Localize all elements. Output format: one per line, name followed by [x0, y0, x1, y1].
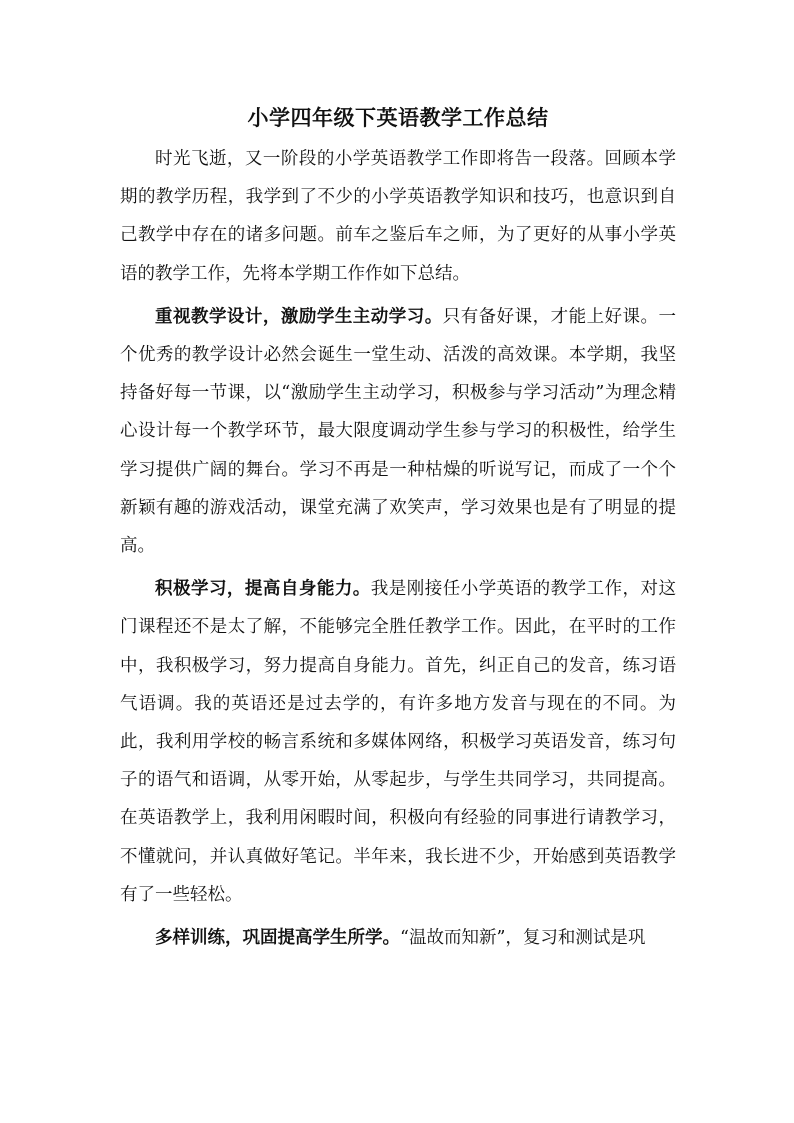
- document-title: 小学四年级下英语教学工作总结: [247, 106, 549, 130]
- document-page: [120, 96, 676, 957]
- section-body-3: “温故而知新”，复习和测试是巩: [400, 928, 646, 949]
- section-heading-1: 重视教学设计，激励学生主动学习。: [155, 306, 443, 327]
- section-body-2: 我是刚接任小学英语的教学工作，对这门课程还不是太了解，不能够完全胜任教学工作。因此，在平时的工作中，我积极学习，努力提高自身能力。首先，纠正自己的发音，练习语气语调。我的英语还是过去学的，有许多地方发音与现在的不同。为此，我利用学校的畅言系统和多媒体网络，积极学习英语发音，练习句子的语气和语调，从零开始，从零起步，与学生共同学习，共同提高。在英语教学上，我利用闲暇时间，积极向有经验的同事进行请教学习，不懂就问，并认真做好笔记。半年来，我长进不少，开始感到英语教学有了一些轻松。: [120, 579, 677, 905]
- intro-paragraph: 时光飞逝，又一阶段的小学英语教学工作即将告一段落。回顾本学期的教学历程，我学到了不少的小学英语教学知识和技巧，也意识到自己教学中存在的诸多问题。前车之鉴后车之师，为了更好的从事小学英语的教学工作，先将本学期工作作如下总结。: [120, 149, 676, 284]
- section-heading-3: 多样训练，巩固提高学生所学。: [155, 928, 400, 949]
- section-paragraph-1: [120, 298, 676, 565]
- section-heading-2: 积极学习，提高自身能力。: [155, 579, 371, 600]
- section-body-1: 只有备好课，才能上好课。一个优秀的教学设计必然会诞生一堂生动、活泼的高效课。本学期，我坚持备好每一节课，以“激励学生主动学习，积极参与学习活动”为理念精心设计每一个教学环节，最大限度调动学生参与学习的积极性，给学生学习提供广阔的舞台。学习不再是一种枯燥的听说写记，而成了一个个新颖有趣的游戏活动，课堂充满了欢笑声，学习效果也是有了明显的提高。: [120, 306, 677, 557]
- section-paragraph-2: [120, 570, 676, 914]
- section-paragraph-3: [120, 919, 676, 957]
